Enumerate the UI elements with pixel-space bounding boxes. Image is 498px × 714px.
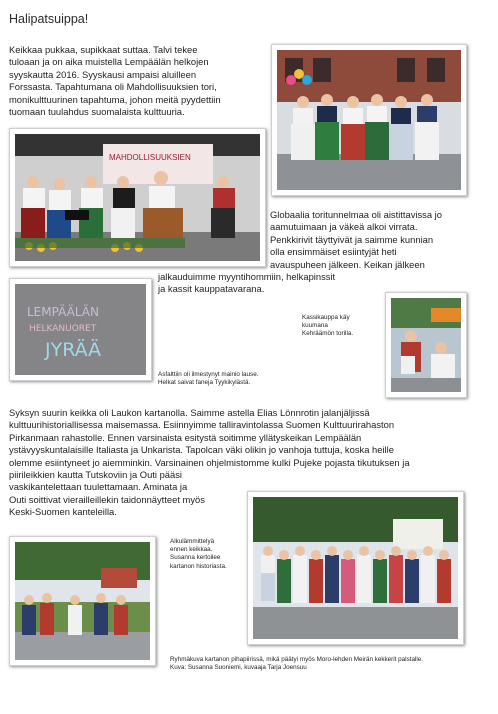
text-line: aamutuimaan ja väkeä alkoi virrata. [270,221,418,233]
text-line: Syksyn suurin keikka oli Laukon kartanolla. Saimme astella Elias Lönnrotin jalanjäljissä [9,407,370,418]
caption-line: Susanna kertoilee [170,554,221,562]
text-line: Keski-Suomen kanteleilla. [9,506,117,518]
banner-text: MAHDOLLISUUKSIEN [109,153,191,162]
caption-alku [170,538,245,571]
caption-line: Asfalttiin oli ilmestynyt mainio lause. [158,371,259,378]
caption-kassi [302,314,382,339]
text-line: olemme esiintyneet jo aiemminkin. Varsinainen ohjelmistomme kulki Pujeke pojasta tikutuksen ja [9,456,410,468]
photo-chalk-writing [9,278,152,381]
text-line: syyskautta 2016. Syyskausi ampaisi aluilleen [9,68,197,80]
caption-line: kartanon historiasta. [170,562,227,570]
photo-warmup [9,536,156,666]
text-line: monikulttuurinen tapahtuma, johon meitä pyydettiin [9,93,221,105]
text-line: tuloaan ja on aika muistella Lempäälän helkojen [9,56,209,68]
text-line: olla ensimmäiset esiintyjät heti [270,246,397,258]
photo-stage-performance [9,128,266,267]
text-line: Outi soittivat vierailleillekin taidonnäytteet myös [9,493,205,505]
caption-line: Helkat saivat faneja Tyykikylästä. [158,379,251,387]
caption-line: Ryhmäkuva kartanon pihapiirissä, mikä päätyi myös Moro-lehden Meirän kekkerit palstalle. [170,656,424,663]
caption-line: Kuva: Susanna Suoniemi, kuvaaja Tarja Joensuu [170,664,307,672]
caption-line: Alkulämmittelyä [170,538,215,545]
text-line: piirileikkien kautta Tutskoviin ja Outi pääsi [9,469,182,481]
text-line: Forssasta. Tapahtumana oli Mahdollisuuksien tori, [9,81,217,93]
caption-chalk [158,371,308,387]
text-line: ja kassit kauppatavarana. [158,283,265,295]
text-line: Globaalia toritunnelmaa oli aistittavissa jo [270,209,442,220]
caption-line: Kassikauppa käy [302,314,350,321]
chalk-line-3: JYRÄÄ [45,339,102,361]
text-line: jalkauduimme myyntihommiin, helkapinssit [158,271,336,282]
caption-ryhma [170,656,495,672]
chalk-line-2: HELKANUORET [29,324,97,334]
text-line: kulttuurihistoriallisessa maisemassa. Esiinnyimme talliravintolassa Suomen Kulttuurirahaston [9,419,395,431]
photo-bag-sales [385,292,467,398]
text-line: Penkkirivit täyttyivät ja saimme kunnian [270,233,434,245]
text-line: avauspuheen jälkeen. Keikan jälkeen [270,258,425,270]
photo-market-group [271,44,467,196]
photo-manor-group [247,491,464,645]
text-line: ystävyyskuntalaisille Italiasta ja Unkarista. Tapolcan väki olikin jo vanhoja tuttuja, koska heille [9,444,394,456]
text-line: Keikkaa pukkaa, supikkaat suttaa. Talvi tekee [9,44,198,55]
chalk-line-1: LEMPÄÄLÄN [27,305,99,319]
caption-line: kuumana [302,322,328,330]
text-line: tuomaan tuulahdus suomalaista kulttuuria. [9,106,185,118]
intro-paragraph [9,44,267,118]
text-line: Pirkanmaan rahastolle. Ennen varsinaista esitystä soitimme yllätyskeikan Lempäälän [9,431,362,443]
caption-line: ennen keikkaa. [170,546,213,554]
globaalia-paragraph [270,209,495,271]
caption-line: Kehräämön torilla. [302,330,354,338]
page-title: Halipatsuippa! [9,12,89,26]
text-line: vaskikantelettaan tuulettamaan. Aminata ja [9,481,188,493]
